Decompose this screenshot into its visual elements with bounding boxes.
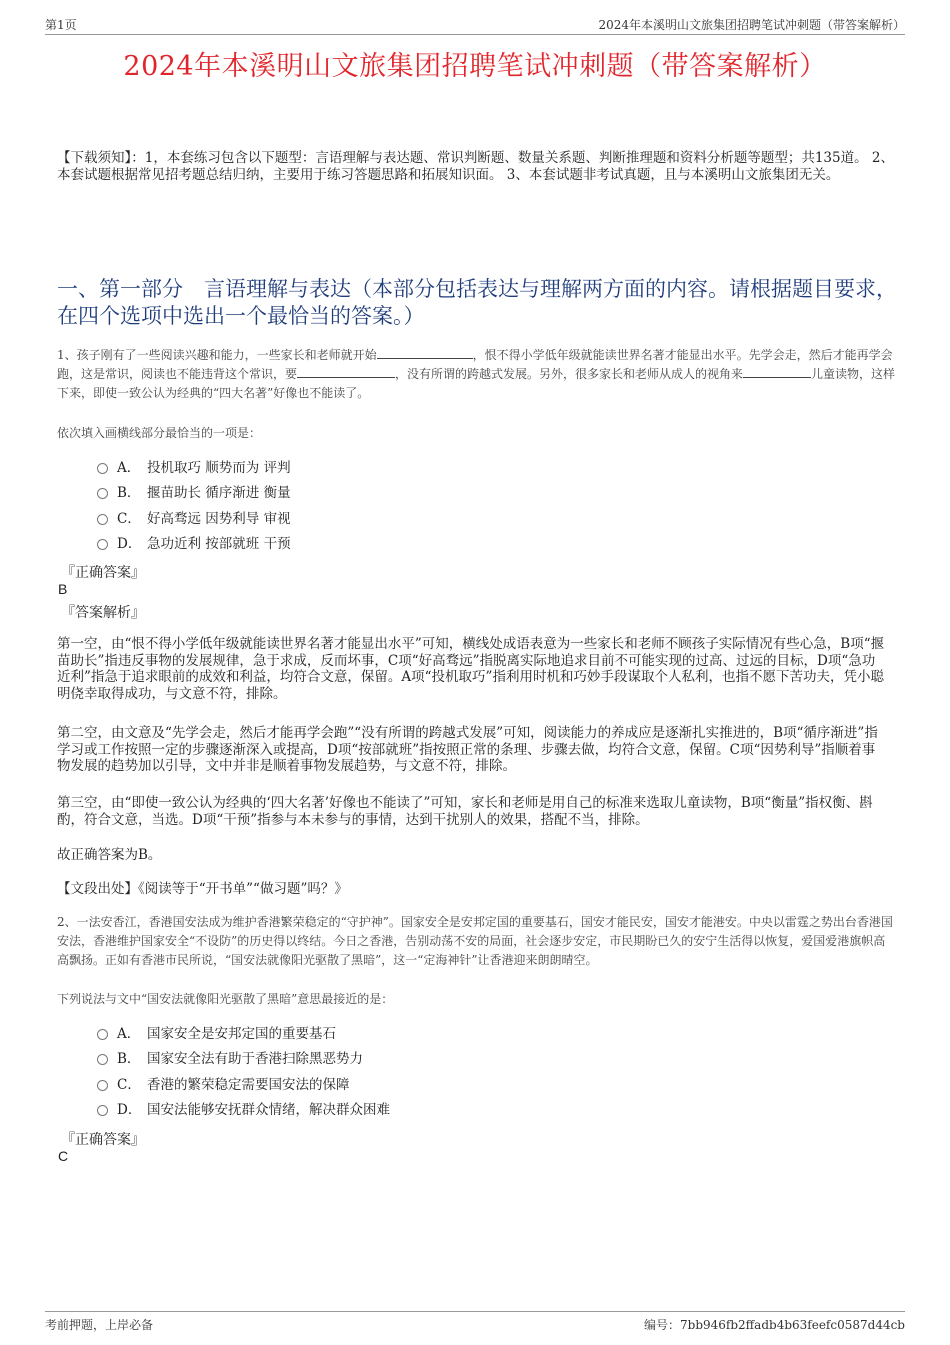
radio-icon[interactable] xyxy=(97,1029,108,1040)
radio-icon[interactable] xyxy=(97,1105,108,1116)
section-heading: 一、第一部分 言语理解与表达（本部分包括表达与理解两方面的内容。请根据题目要求，在四个选项中选出一个最恰当的答案。） xyxy=(57,277,897,328)
option-b[interactable] xyxy=(97,479,797,505)
page-footer xyxy=(45,1311,905,1342)
q1-text-part: 儿童读物，这样下来，即使一致公认为经典的“四大名著”好像也不能读了。 xyxy=(57,367,896,400)
source-note: 【文段出处】《阅读等于“开书单”“做习题”吗？》 xyxy=(57,881,348,897)
option-letter: B． xyxy=(117,485,141,502)
option-c[interactable] xyxy=(97,1070,797,1096)
correct-answer: B xyxy=(58,581,68,597)
page-number: 第1页 xyxy=(45,18,77,32)
correct-answer-label: 『正确答案』 xyxy=(61,565,145,581)
option-b[interactable] xyxy=(97,1045,797,1071)
option-d[interactable] xyxy=(97,1096,797,1122)
document-id: 编号：7bb946fb2ffadb4b63feefc0587d44cb xyxy=(644,1318,905,1332)
analysis-paragraph: 第二空，由文意及“先学会走，然后才能再学会跑”“没有所谓的跨越式发展”可知，阅读能力的养成应是逐渐扎实推进的，B项“循序渐进”指学习或工作按照一定的步骤逐渐深入或提高，D项“按部就班”指按照正常的条理、步骤去做，均符合文意，保留。C项“因势利导”指顺着事物发展的趋势加以引导，文中并非是顺着事物发展趋势，与文意不符，排除。 xyxy=(57,725,878,774)
q1-text-part: ，没有所谓的跨越式发展。另外，很多家长和老师从成人的视角来 xyxy=(395,367,744,381)
question-2-text: 2、一法安香江，香港国安法成为维护香港繁荣稳定的“守护神”。国家安全是安邦定国的重要基石，国安才能民安，国安才能港安。中央以雷霆之势出台香港国安法，香港维护国家安全“不设防”的历史得以终结。今日之香港，告别动荡不安的局面，社会逐步安定，市民期盼已久的安宁生活得以恢复，爱国爱港旗帜高高飘扬。正如有香港市民所说，“国安法就像阳光驱散了黑暗”，这一“定海神针”让香港迎来朗朗晴空。 xyxy=(57,915,893,967)
option-text: 国家安全是安邦定国的重要基石 xyxy=(147,1025,336,1042)
option-letter: C． xyxy=(117,510,141,527)
option-text: 投机取巧 顺势而为 评判 xyxy=(147,459,291,476)
option-text: 急功近利 按部就班 干预 xyxy=(147,536,291,553)
option-d[interactable] xyxy=(97,530,797,556)
analysis-paragraph: 第一空，由“恨不得小学低年级就能读世界名著才能显出水平”可知，横线处成语表意为一些家长和老师不顾孩子实际情况有些心急，B项“揠苗助长”指违反事物的发展规律，急于求成，反而坏事，C项“好高骛远”指脱离实际地追求目前不可能实现的过高、过远的目标，D项“急功近利”指急于追求眼前的成效和利益，均符合文意，保留。A项“投机取巧”指利用时机和巧妙手段谋取个人私利，也指不愿下苦功夫，凭小聪明侥幸取得成功，与文意不符，排除。 xyxy=(57,636,885,702)
radio-icon[interactable] xyxy=(97,514,108,525)
option-letter: D． xyxy=(117,1102,142,1119)
option-text: 国家安全法有助于香港扫除黑恶势力 xyxy=(147,1051,363,1068)
question-1-text xyxy=(57,346,897,403)
document-title: 2024年本溪明山文旅集团招聘笔试冲刺题（带答案解析） xyxy=(123,51,827,82)
option-letter: D． xyxy=(117,536,142,553)
radio-icon[interactable] xyxy=(97,1080,108,1091)
correct-answer: C xyxy=(58,1148,69,1164)
answer-blank xyxy=(297,365,395,378)
q1-text-part: 1、孩子刚有了一些阅读兴趣和能力，一些家长和老师就开始 xyxy=(57,348,377,362)
option-letter: B． xyxy=(117,1051,141,1068)
radio-icon[interactable] xyxy=(97,463,108,474)
question-1-options xyxy=(97,453,797,555)
page-header xyxy=(45,14,905,35)
header-title: 2024年本溪明山文旅集团招聘笔试冲刺题（带答案解析） xyxy=(598,18,905,32)
radio-icon[interactable] xyxy=(97,1054,108,1065)
option-text: 国安法能够安抚群众情绪，解决群众困难 xyxy=(147,1102,390,1119)
question-2-prompt: 下列说法与文中“国安法就像阳光驱散了黑暗”意思最接近的是： xyxy=(57,992,394,1006)
analysis-conclusion: 故正确答案为B。 xyxy=(57,847,162,863)
option-letter: A． xyxy=(117,1025,141,1042)
answer-blank xyxy=(377,346,473,359)
question-2-options xyxy=(97,1019,797,1121)
analysis-paragraph: 第三空，由“即使一致公认为经典的‘四大名著’好像也不能读了”可知，家长和老师是用自己的标准来选取儿童读物，B项“衡量”指权衡、斟酌，符合文意，当选。D项“干预”指参与本未参与的事情，达到干扰别人的效果，搭配不当，排除。 xyxy=(57,795,873,828)
q1-text-part: ，恨不得小学低年级就能读世界名著才能显出水平。先学会走，然后才能再学会跑，这是常识，阅读也不能违背这个常识，要 xyxy=(57,348,893,381)
footer-slogan: 考前押题，上岸必备 xyxy=(45,1318,154,1332)
option-c[interactable] xyxy=(97,504,797,530)
option-a[interactable] xyxy=(97,453,797,479)
question-1-prompt: 依次填入画横线部分最恰当的一项是： xyxy=(57,426,262,440)
radio-icon[interactable] xyxy=(97,488,108,499)
option-letter: A． xyxy=(117,459,141,476)
analysis-label: 『答案解析』 xyxy=(61,605,145,621)
option-text: 好高骛远 因势利导 审视 xyxy=(147,510,291,527)
option-a[interactable] xyxy=(97,1019,797,1045)
option-text: 香港的繁荣稳定需要国安法的保障 xyxy=(147,1076,350,1093)
option-letter: C． xyxy=(117,1076,141,1093)
download-notice: 【下载须知】：1，本套练习包含以下题型：言语理解与表达题、常识判断题、数量关系题、判断推理题和资料分析题等题型；共135道。 2、本套试题根据常见招考题总结归纳，主要用于练习答题思路和拓展知识面。 3、本套试题非考试真题，且与本溪明山文旅集团无关。 xyxy=(57,150,894,183)
radio-icon[interactable] xyxy=(97,539,108,550)
option-text: 揠苗助长 循序渐进 衡量 xyxy=(147,485,291,502)
answer-blank xyxy=(743,365,811,378)
correct-answer-label: 『正确答案』 xyxy=(61,1132,145,1148)
